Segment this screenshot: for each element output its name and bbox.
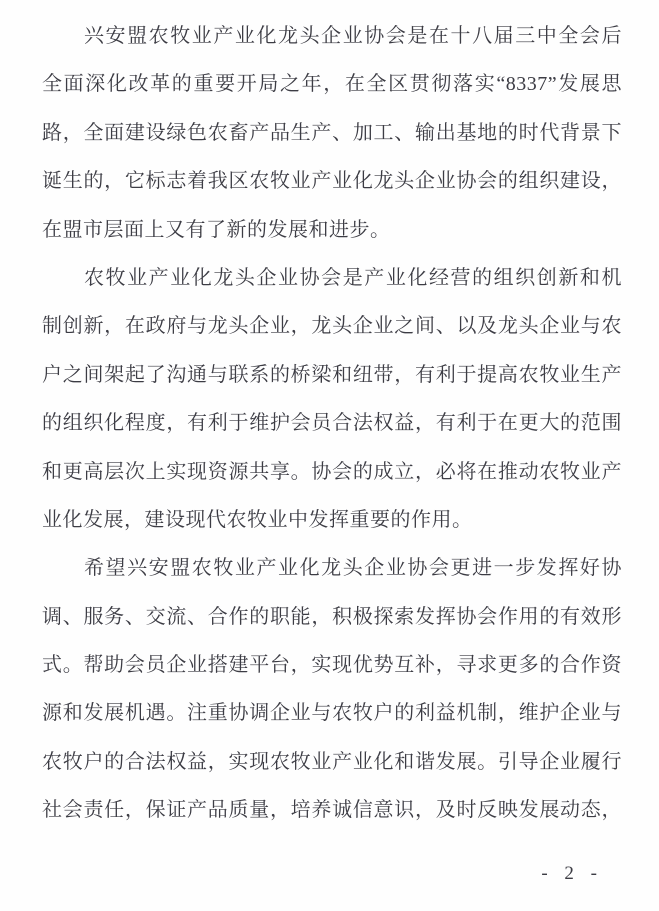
text-line: 路，全面建设绿色农畜产品生产、加工、输出基地的时代背景下 (42, 121, 622, 144)
text-line: 诞生的，它标志着我区农牧业产业化龙头企业协会的组织建设， (42, 170, 622, 193)
paragraph-2 (42, 254, 622, 544)
text-line: 社会责任，保证产品质量，培养诚信意识，及时反映发展动态， (42, 799, 622, 822)
text-line: 农牧户的合法权益，实现农牧业产业化和谐发展。引导企业履行 (42, 750, 622, 773)
text-line: 全面深化改革的重要开局之年，在全区贯彻落实“8337”发展思 (42, 73, 622, 96)
text-line: 和更高层次上实现资源共享。协会的成立，必将在推动农牧业产 (42, 460, 622, 483)
paragraph-3 (42, 544, 622, 834)
text-line: 源和发展机遇。注重协调企业与农牧户的利益机制，维护企业与 (42, 702, 622, 725)
text-line: 制创新，在政府与龙头企业，龙头企业之间、以及龙头企业与农 (42, 315, 622, 338)
text-line: 的组织化程度，有利于维护会员合法权益，有利于在更大的范围 (42, 412, 622, 435)
text-line: 兴安盟农牧业产业化龙头企业协会是在十八届三中全会后 (84, 25, 622, 47)
text-line: 式。帮助会员企业搭建平台，实现优势互补，寻求更多的合作资 (42, 654, 622, 677)
document-body (42, 12, 622, 835)
text-line: 业化发展，建设现代农牧业中发挥重要的作用。 (42, 508, 473, 531)
text-line: 在盟市层面上又有了新的发展和进步。 (42, 218, 391, 241)
paragraph-1 (42, 12, 622, 254)
text-line: 农牧业产业化龙头企业协会是产业化经营的组织创新和机 (84, 266, 622, 289)
text-line: 希望兴安盟农牧业产业化龙头企业协会更进一步发挥好协 (84, 557, 622, 580)
page-number: - 2 - (541, 863, 603, 884)
text-line: 户之间架起了沟通与联系的桥梁和纽带，有利于提高农牧业生产 (42, 363, 622, 386)
text-line: 调、服务、交流、合作的职能，积极探索发挥协会作用的有效形 (42, 605, 622, 628)
